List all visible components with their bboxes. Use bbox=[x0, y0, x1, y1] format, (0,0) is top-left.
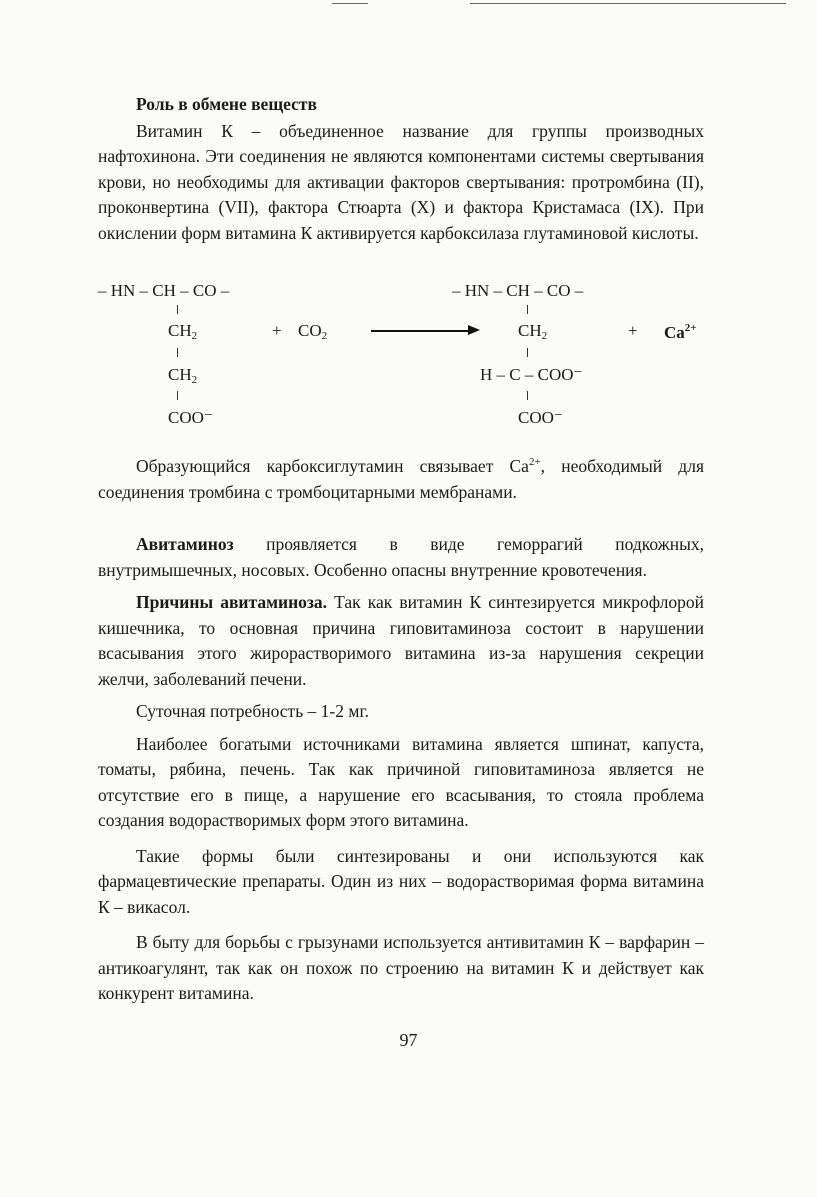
bond-6 bbox=[527, 391, 528, 400]
paragraph-avitaminosis: Авитаминоз проявляется в виде геморрагий подкожных, внутримышечных, носовых. Особенно опасны внутренние кровотечения. bbox=[98, 534, 704, 580]
page-body bbox=[98, 92, 704, 1007]
paragraph-vikasol: Такие формы были синтезированы и они используются как фармацевтические препараты. Один из них – водорастворимая форма витамина К – викасол. bbox=[98, 845, 704, 917]
paragraph-causes: Причины авитаминоза. Так как витамин К синтезируется микрофлорой кишечника, то основная причина гиповитаминоза состоит в нарушении всасывания этого жирорастворимого витамина из-за нарушения секреции желчи, заболеваний печени. bbox=[98, 592, 704, 689]
plus-sign-2: + bbox=[628, 321, 638, 340]
bond-3 bbox=[177, 391, 178, 400]
calcium-ion: $Ca^{2+}$ bbox=[664, 322, 697, 342]
paragraph-intro: Витамин К – объединенное название для группы производных нафтохинона. Эти соединения не являются компонентами системы свертывания крови, но необходимы для активации факторов свертывания: протромбина (II), проконвертина (VII), фактора Стюарта (X) и фактора Кристамаса (IX). При окислении форм витамина К активируется карбоксилаза глутаминовой кислоты. bbox=[98, 120, 704, 243]
co2: $CO_2$ bbox=[298, 321, 328, 342]
reactant-ch2-b: $CH_2$ bbox=[168, 365, 198, 386]
plus-sign-1: + bbox=[272, 321, 282, 340]
reactant-carboxylate: COO⁻ bbox=[168, 408, 213, 427]
bond-1 bbox=[177, 305, 178, 314]
reaction-arrow-line bbox=[371, 330, 471, 332]
reaction-scheme bbox=[98, 278, 704, 444]
section-heading: Роль в обмене веществ bbox=[136, 94, 317, 114]
reactant-ch2-a: $CH_2$ bbox=[168, 321, 198, 342]
top-rule-left bbox=[332, 3, 368, 4]
product-carboxylate: COO⁻ bbox=[518, 408, 563, 427]
paragraph-carboxyglutamine: Образующийся карбоксиглутамин связывает $Ca^{2+}$, необходимый для соединения тромбина с тромбоцитарными мембранами. bbox=[98, 456, 704, 502]
product-carboxy-carbon: H – C – COO⁻ bbox=[480, 365, 583, 384]
page-number: 97 bbox=[399, 1030, 418, 1050]
bond-2 bbox=[177, 348, 178, 357]
bond-5 bbox=[527, 348, 528, 357]
top-rule-right bbox=[470, 3, 786, 4]
bond-4 bbox=[527, 305, 528, 314]
paragraph-daily-need: Суточная потребность – 1-2 мг. bbox=[136, 701, 370, 721]
product-ch2: $CH_2$ bbox=[518, 321, 548, 342]
paragraph-warfarin: В быту для борьбы с грызунами используется антивитамин К – варфарин – антикоагулянт, так как он похож по строению на витамин К и действует как конкурент витамина. bbox=[98, 932, 704, 1003]
reaction-arrow-head bbox=[468, 325, 480, 335]
reactant-backbone: – HN – CH – CO – bbox=[98, 281, 230, 300]
paragraph-sources: Наиболее богатыми источниками витамина является шпинат, капуста, томаты, рябина, печень. Так как причиной гиповитаминоза является не отсутствие его в пище, а нарушение его всасывания, то стояла проблема создания водорастворимых форм этого витамина. bbox=[98, 733, 704, 830]
product-backbone: – HN – CH – CO – bbox=[452, 281, 584, 300]
